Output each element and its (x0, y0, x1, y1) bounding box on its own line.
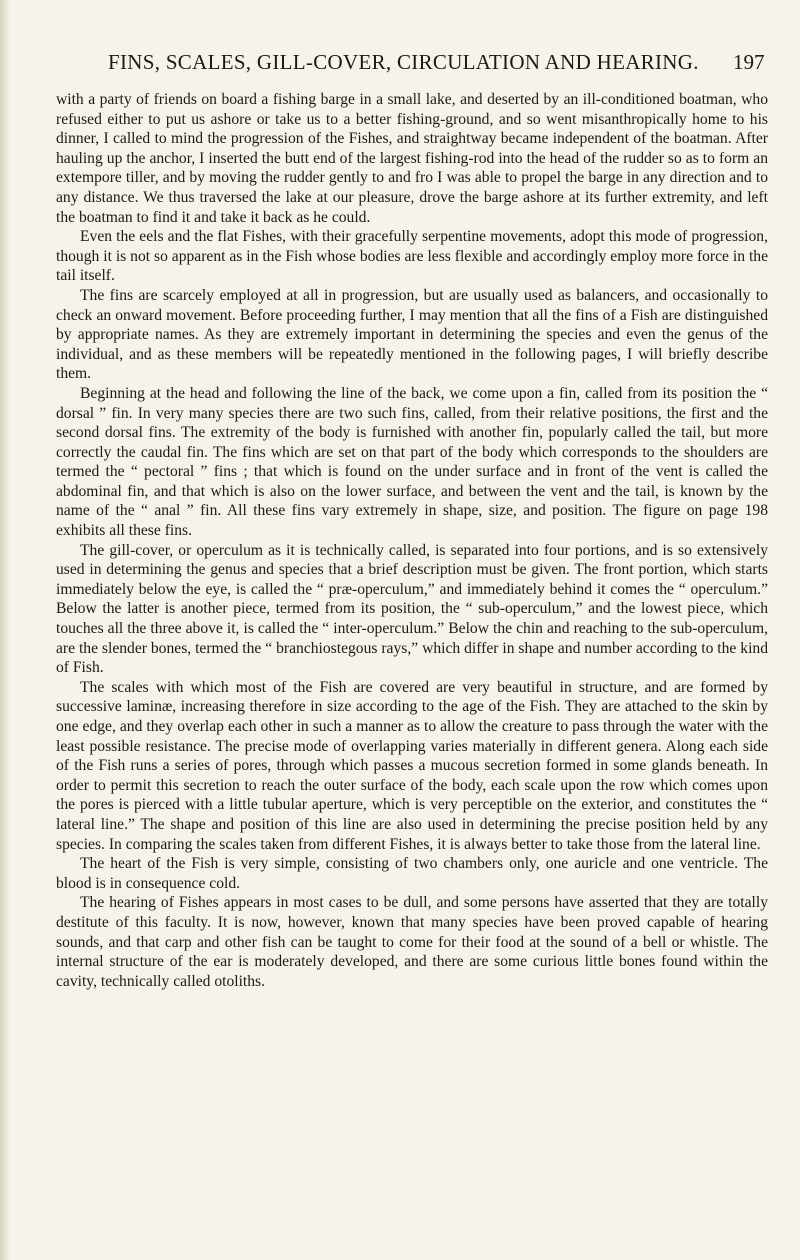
page-number: 197 (733, 50, 765, 74)
paragraph-boat-anecdote: with a party of friends on board a fishing barge in a small lake, and deserted by an ill-conditioned boatman, who refused either to put us ashore or take us to a better fishing-ground, and so went misanthropically home to his dinner, I called to mind the progression of the Fishes, and straightway became independent of the boatman. After hauling up the anchor, I inserted the butt end of the largest fishing-rod into the head of the rudder so as to form an extempore tiller, and by moving the rudder gently to and fro I was able to propel the barge in any direction and to any distance. We thus traversed the lake at our pleasure, drove the barge ashore at its further extremity, and left the boatman to find it and take it back as he could. (56, 91, 768, 226)
body-text (56, 90, 768, 991)
paragraph-eels-flat-fishes: Even the eels and the flat Fishes, with their gracefully serpentine movements, adopt this mode of progression, though it is not so apparent as in the Fish whose bodies are less flexible and accordingly employ more force in the tail itself. (56, 228, 768, 285)
paragraph-hearing: The hearing of Fishes appears in most cases to be dull, and some persons have asserted that they are totally destitute of this faculty. It is now, however, known that many species have been proved capable of hearing sounds, and that carp and other fish can be taught to come for their food at the sound of a bell or whistle. The internal structure of the ear is moderately developed, and there are some curious little bones found within the cavity, technically called otoliths. (56, 894, 768, 990)
running-head (0, 50, 800, 80)
paragraph-fin-names: Beginning at the head and following the line of the back, we come upon a fin, called from its position the “ dorsal ” fin. In very many species there are two such fins, called, from their relative positions, the first and the second dorsal fins. The extremity of the body is furnished with another fin, popularly called the tail, but more correctly the caudal fin. The fins which are set on that part of the body which corresponds to the shoulders are termed the “ pectoral ” fins ; that which is found on the under surface and in front of the vent is called the abdominal fin, and that which is also on the lower surface, and between the vent and the tail, is known by the name of the “ anal ” fin. All these fins vary extremely in shape, size, and position. The figure on page 198 exhibits all these fins. (56, 384, 768, 540)
paragraph-scales: The scales with which most of the Fish are covered are very beautiful in structure, and are formed by successive laminæ, increasing therefore in size according to the age of the Fish. They are attached to the skin by one edge, and they overlap each other in such a manner as to allow the creature to pass through the water with the least possible resistance. The precise mode of overlapping varies materially in different genera. Along each side of the Fish runs a series of pores, through which passes a mucous secretion formed in some glands beneath. In order to permit this secretion to reach the outer surface of the body, each scale upon the row which comes upon the pores is pierced with a little tubular aperture, which is very perceptible on the exterior, and constitutes the “ lateral line.” The shape and position of this line are also used in determining the precise position held by any species. In comparing the scales taken from different Fishes, it is always better to take those from the lateral line. (56, 678, 768, 853)
paragraph-gill-cover: The gill-cover, or operculum as it is technically called, is separated into four portions, and is so extensively used in determining the genus and species that a brief description must be given. The front portion, which starts immediately below the eye, is called the “ præ-operculum,” and immediately behind it comes the “ operculum.” Below the latter is another piece, termed from its position, the “ sub-operculum,” and the lowest piece, which touches all the three above it, is called the “ inter-operculum.” Below the chin and reaching to the sub-operculum, are the slender bones, termed the “ branchiostegous rays,” which differ in shape and number according to the kind of Fish. (56, 541, 768, 677)
binding-edge (0, 0, 10, 1260)
running-title: FINS, SCALES, GILL-COVER, CIRCULATION AND HEARING. (108, 50, 699, 74)
paragraph-fins-balancers: The fins are scarcely employed at all in progression, but are usually used as balancers, and occasionally to check an onward movement. Before proceeding further, I may mention that all the fins of a Fish are distinguished by appropriate names. As they are extremely important in determining the species and even the genus of the individual, and as these members will be repeatedly mentioned in the following pages, I will briefly describe them. (56, 286, 768, 383)
paragraph-heart: The heart of the Fish is very simple, consisting of two chambers only, one auricle and one ventricle. The blood is in consequence cold. (56, 855, 768, 892)
